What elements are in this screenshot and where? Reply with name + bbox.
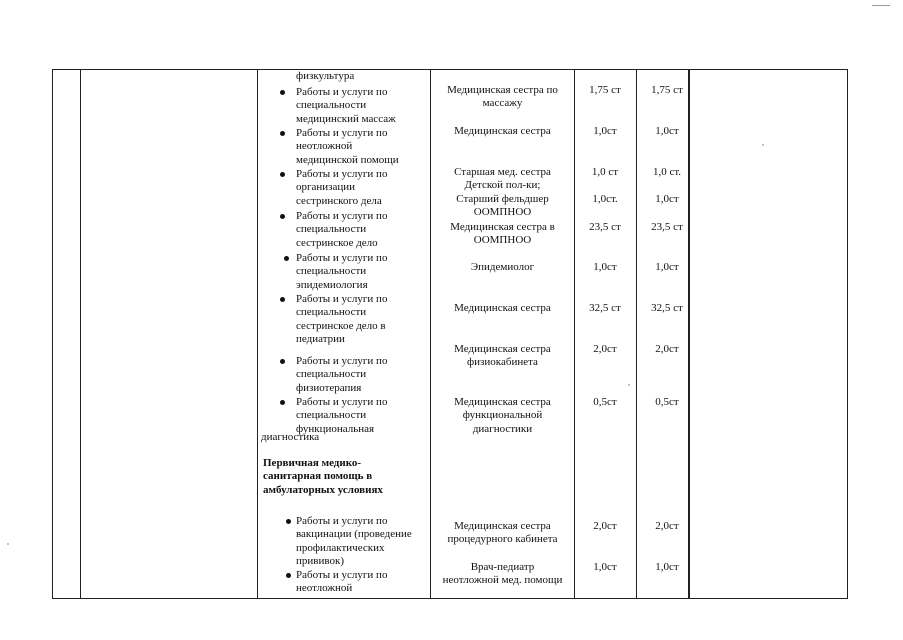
position-title-line: Детской пол-ки; — [464, 179, 541, 192]
column-divider — [80, 70, 81, 598]
staffing-table — [52, 69, 848, 599]
section-heading — [263, 457, 423, 497]
staff-rate-planned: 1,75 ст — [589, 84, 621, 96]
service-label — [296, 86, 428, 126]
service-label-line: специальности — [296, 99, 367, 112]
position-title-line: Медицинская сестра — [454, 125, 551, 137]
service-label-line: профилактических — [296, 541, 385, 554]
service-label-line: Работы и услуги по — [296, 355, 388, 367]
service-label — [296, 252, 428, 292]
staff-rate-actual: 1,0ст — [655, 261, 679, 273]
service-label-line: Работы и услуги по — [296, 210, 388, 222]
service-label — [296, 396, 428, 436]
position-title — [431, 561, 574, 588]
position-title-line: ООМПНОО — [473, 234, 532, 247]
service-label-line: функциональная — [296, 422, 375, 435]
service-label-line: физиотерапия — [296, 381, 362, 394]
staff-rate-planned: 1,0ст — [593, 261, 617, 273]
service-label — [296, 168, 428, 208]
position-title — [431, 166, 574, 193]
service-label-tail: диагностика — [261, 431, 320, 443]
service-label-line: сестринского дела — [296, 194, 382, 207]
staff-rate-planned: 0,5ст — [593, 396, 617, 408]
staff-rate-planned: 1,0ст — [593, 125, 617, 137]
service-label-line: Работы и услуги по — [296, 569, 388, 581]
position-title — [431, 343, 574, 370]
service-label — [296, 293, 428, 346]
staff-rate-planned: 1,0ст — [593, 561, 617, 573]
position-title-line: Медицинская сестра — [454, 343, 551, 355]
scan-speck — [7, 543, 9, 545]
service-label-line: сестринское дело — [296, 236, 378, 249]
bullet-icon — [286, 573, 291, 578]
section-heading-line: амбулаторных условиях — [263, 483, 383, 496]
staff-rate-actual: 1,75 ст — [651, 84, 683, 96]
staff-rate-actual: 2,0ст — [655, 343, 679, 355]
service-label-line: Работы и услуги по — [296, 293, 388, 305]
service-label-line: специальности — [296, 368, 367, 381]
staff-rate-actual: 2,0ст — [655, 520, 679, 532]
staff-rate-actual: 0,5ст — [655, 396, 679, 408]
service-label-line: неотложной — [296, 582, 353, 595]
service-label-line: физкультура — [296, 70, 355, 82]
service-label — [296, 515, 428, 568]
position-title — [431, 193, 574, 220]
staff-rate-actual: 23,5 ст — [651, 221, 683, 233]
column-divider — [257, 70, 258, 598]
position-title — [431, 125, 574, 138]
position-title — [431, 221, 574, 248]
bullet-icon — [280, 131, 285, 136]
position-title-line: Старшая мед. сестра — [454, 166, 551, 178]
position-title-line: Старший фельдшер — [456, 193, 549, 205]
position-title-line: физиокабинета — [467, 356, 538, 369]
bullet-icon — [280, 400, 285, 405]
position-title-line: процедурного кабинета — [447, 533, 558, 546]
position-title-line: функциональной — [462, 409, 543, 422]
position-title-line: массажу — [482, 97, 523, 110]
service-label-line: прививок) — [296, 554, 344, 567]
staff-rate-planned: 2,0ст — [593, 343, 617, 355]
service-label — [296, 569, 428, 596]
service-label-line: специальности — [296, 223, 367, 236]
service-label — [296, 210, 428, 250]
service-label-line: специальности — [296, 265, 367, 278]
position-title-line: Эпидемиолог — [470, 261, 535, 273]
staff-rate-planned: 2,0ст — [593, 520, 617, 532]
staff-rate-planned: 32,5 ст — [589, 302, 621, 314]
position-title-line: Медицинская сестра в — [450, 221, 555, 233]
staff-rate-actual: 1,0ст — [655, 193, 679, 205]
position-title — [431, 520, 574, 547]
service-label-line: специальности — [296, 409, 367, 422]
service-label-line: специальности — [296, 306, 367, 319]
bullet-icon — [280, 90, 285, 95]
service-label — [296, 70, 428, 83]
column-divider — [688, 70, 690, 598]
service-label-line: неотложной — [296, 140, 353, 153]
service-label-line: Работы и услуги по — [296, 86, 388, 98]
staff-rate-actual: 1,0 ст. — [652, 166, 682, 178]
position-title-line: Медицинская сестра по — [447, 84, 558, 96]
staff-rate-planned: 23,5 ст — [589, 221, 621, 233]
position-title-line: Медицинская сестра — [454, 302, 551, 314]
section-heading-line: санитарная помощь в — [263, 470, 373, 483]
staff-rate-planned: 1,0 ст — [591, 166, 619, 178]
service-label-line: медицинский массаж — [296, 112, 396, 125]
bullet-icon — [280, 297, 285, 302]
position-title — [431, 302, 574, 315]
staff-rate-actual: 1,0ст — [655, 561, 679, 573]
service-label-line: Работы и услуги по — [296, 515, 388, 527]
staff-rate-actual: 32,5 ст — [651, 302, 683, 314]
staff-rate-actual: 1,0ст — [655, 125, 679, 137]
bullet-icon — [284, 256, 289, 261]
bullet-icon — [280, 172, 285, 177]
bullet-icon — [280, 359, 285, 364]
service-label — [296, 355, 428, 395]
position-title — [431, 396, 574, 436]
position-title-line: Врач-педиатр — [470, 561, 535, 573]
service-label-line: Работы и услуги по — [296, 127, 388, 139]
position-title-line: Медицинская сестра — [454, 396, 551, 408]
scan-corner-mark — [872, 5, 890, 6]
service-label-line: Работы и услуги по — [296, 168, 388, 180]
bullet-icon — [286, 519, 291, 524]
service-label-line: Работы и услуги по — [296, 252, 388, 264]
service-label-line: Работы и услуги по — [296, 396, 388, 408]
service-label — [296, 127, 428, 167]
position-title — [431, 261, 574, 274]
position-title-line: Медицинская сестра — [454, 520, 551, 532]
column-divider — [636, 70, 637, 598]
service-label-line: педиатрии — [296, 332, 345, 345]
service-label-line: организации — [296, 181, 356, 194]
section-heading-line: Первичная медико- — [263, 457, 362, 469]
service-label-line: сестринское дело в — [296, 319, 386, 332]
position-title-line: неотложной мед. помощи — [442, 574, 563, 587]
service-label-line: вакцинации (проведение — [296, 528, 412, 541]
staff-rate-planned: 1,0ст. — [592, 193, 618, 205]
bullet-icon — [280, 214, 285, 219]
position-title-line: ООМПНОО — [473, 206, 532, 219]
column-divider — [430, 70, 431, 598]
service-label-line: медицинской помощи — [296, 153, 399, 166]
position-title-line: диагностики — [472, 422, 533, 435]
position-title — [431, 84, 574, 111]
column-divider — [574, 70, 575, 598]
service-label-line: эпидемиология — [296, 278, 368, 291]
